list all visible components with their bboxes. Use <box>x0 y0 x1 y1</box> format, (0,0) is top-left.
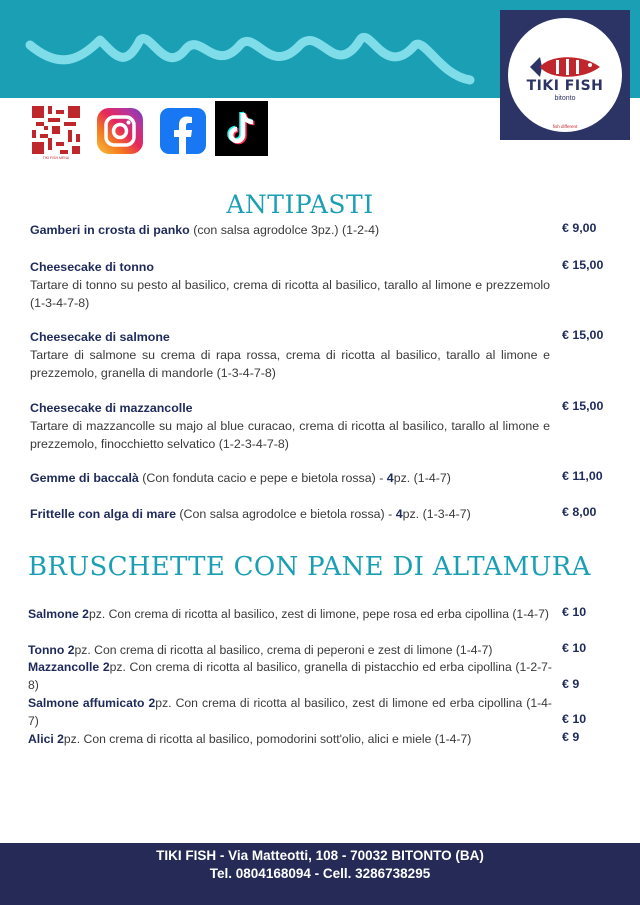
item-name: Alici 2 <box>28 732 64 746</box>
menu-item <box>28 658 552 694</box>
logo <box>500 10 630 140</box>
menu-item <box>30 399 550 453</box>
fish-icon <box>528 54 602 80</box>
logo-circle <box>508 18 622 132</box>
item-note: (Con salsa agrodolce e bietola rossa) - <box>175 507 396 521</box>
item-price: € 9,00 <box>562 221 597 235</box>
menu-item <box>28 641 552 659</box>
menu-item <box>30 505 550 523</box>
item-note: (Con fonduta cacio e pepe e bietola rossa) - <box>138 471 387 485</box>
menu-item <box>28 605 552 623</box>
logo-tagline: fish different <box>552 124 578 129</box>
item-description: Con crema di ricotta al basilico, granella di pistacchio ed erba cipollina (1-2-7-8) <box>28 660 552 692</box>
item-price: € 11,00 <box>562 469 603 483</box>
item-name: Tonno 2 <box>28 643 75 657</box>
menu-item <box>30 258 550 312</box>
item-description: Tartare di mazzancolle su majo al blue curacao, crema di ricotta al basilico, tarallo al limone e prezzemolo, finocchietto selvatico (1-2-3-4-7-8) <box>30 419 550 451</box>
item-unit: pz. <box>63 732 81 746</box>
item-unit: pz. <box>109 660 126 674</box>
item-name: Gemme di baccalà <box>30 471 139 485</box>
item-price: € 15,00 <box>562 399 604 413</box>
item-name: Cheesecake di tonno <box>30 260 154 274</box>
item-description: Tartare di salmone su crema di rapa rossa, crema di ricotta al basilico, tarallo al limone e prezzemolo, granella di mandorle (1-3-4-7-8) <box>30 348 550 380</box>
item-name: Frittelle con alga di mare <box>30 507 176 521</box>
item-unit: pz. <box>155 696 172 710</box>
footer-phone: Tel. 0804168094 - Cell. 3286738295 <box>209 866 431 881</box>
antipasti-title: ANTIPASTI <box>226 190 374 219</box>
facebook-icon[interactable] <box>160 108 206 154</box>
item-unit: pz. <box>74 643 91 657</box>
item-note-suffix: pz. (1-3-4-7) <box>402 507 471 521</box>
item-description: Con crema di ricotta al basilico, crema di peperoni e zest di limone (1-4-7) <box>90 643 493 657</box>
bruschette-title: BRUSCHETTE CON PANE DI ALTAMURA <box>28 552 591 582</box>
item-description: Con crema di ricotta al basilico, pomodorini sott'olio, alici e miele (1-4-7) <box>80 732 472 746</box>
qr-code-icon[interactable] <box>32 106 80 154</box>
item-price: € 10 <box>562 712 587 726</box>
item-price: € 9 <box>562 677 580 691</box>
item-name: Gamberi in crosta di panko <box>30 223 190 237</box>
qr-caption: TIKI FISH MENU <box>42 156 70 160</box>
item-note-suffix: pz. (1-4-7) <box>393 471 451 485</box>
item-description: Tartare di tonno su pesto al basilico, crema di ricotta al basilico, tarallo al limone e prezzemolo (1-3-4-7-8) <box>30 278 550 310</box>
menu-item <box>30 469 550 487</box>
footer <box>0 843 640 905</box>
item-name: Mazzancolle 2 <box>28 660 110 674</box>
tiktok-icon[interactable] <box>215 101 268 156</box>
instagram-icon[interactable] <box>97 108 143 154</box>
item-price: € 15,00 <box>562 328 604 342</box>
item-quantity: 4 <box>386 471 394 485</box>
item-note: (con salsa agrodolce 3pz.) (1-2-4) <box>189 223 380 237</box>
footer-address: TIKI FISH - Via Matteotti, 108 - 70032 BITONTO (BA) <box>156 848 484 863</box>
item-description: Con crema di ricotta al basilico, zest di limone, pepe rosa ed erba cipollina (1-4-7) <box>105 607 549 621</box>
item-name: Cheesecake di mazzancolle <box>30 401 193 415</box>
menu-item <box>30 328 550 382</box>
logo-city: bitonto <box>554 95 576 102</box>
menu-item <box>30 221 550 239</box>
menu-item <box>28 730 552 748</box>
item-name: Salmone affumicato 2 <box>28 696 156 710</box>
item-name: Salmone 2 <box>28 607 89 621</box>
item-price: € 9 <box>562 730 580 744</box>
menu-item <box>28 694 552 730</box>
item-price: € 10 <box>562 641 587 655</box>
item-description: Con crema di ricotta al basilico, zest di limone ed erba cipollina (1-4-7) <box>28 696 552 728</box>
item-price: € 10 <box>562 605 587 619</box>
logo-name: TIKI FISH <box>526 78 604 94</box>
item-quantity: 4 <box>395 507 403 521</box>
item-price: € 15,00 <box>562 258 604 272</box>
item-unit: pz. <box>88 607 106 621</box>
item-name: Cheesecake di salmone <box>30 330 170 344</box>
item-price: € 8,00 <box>562 505 597 519</box>
